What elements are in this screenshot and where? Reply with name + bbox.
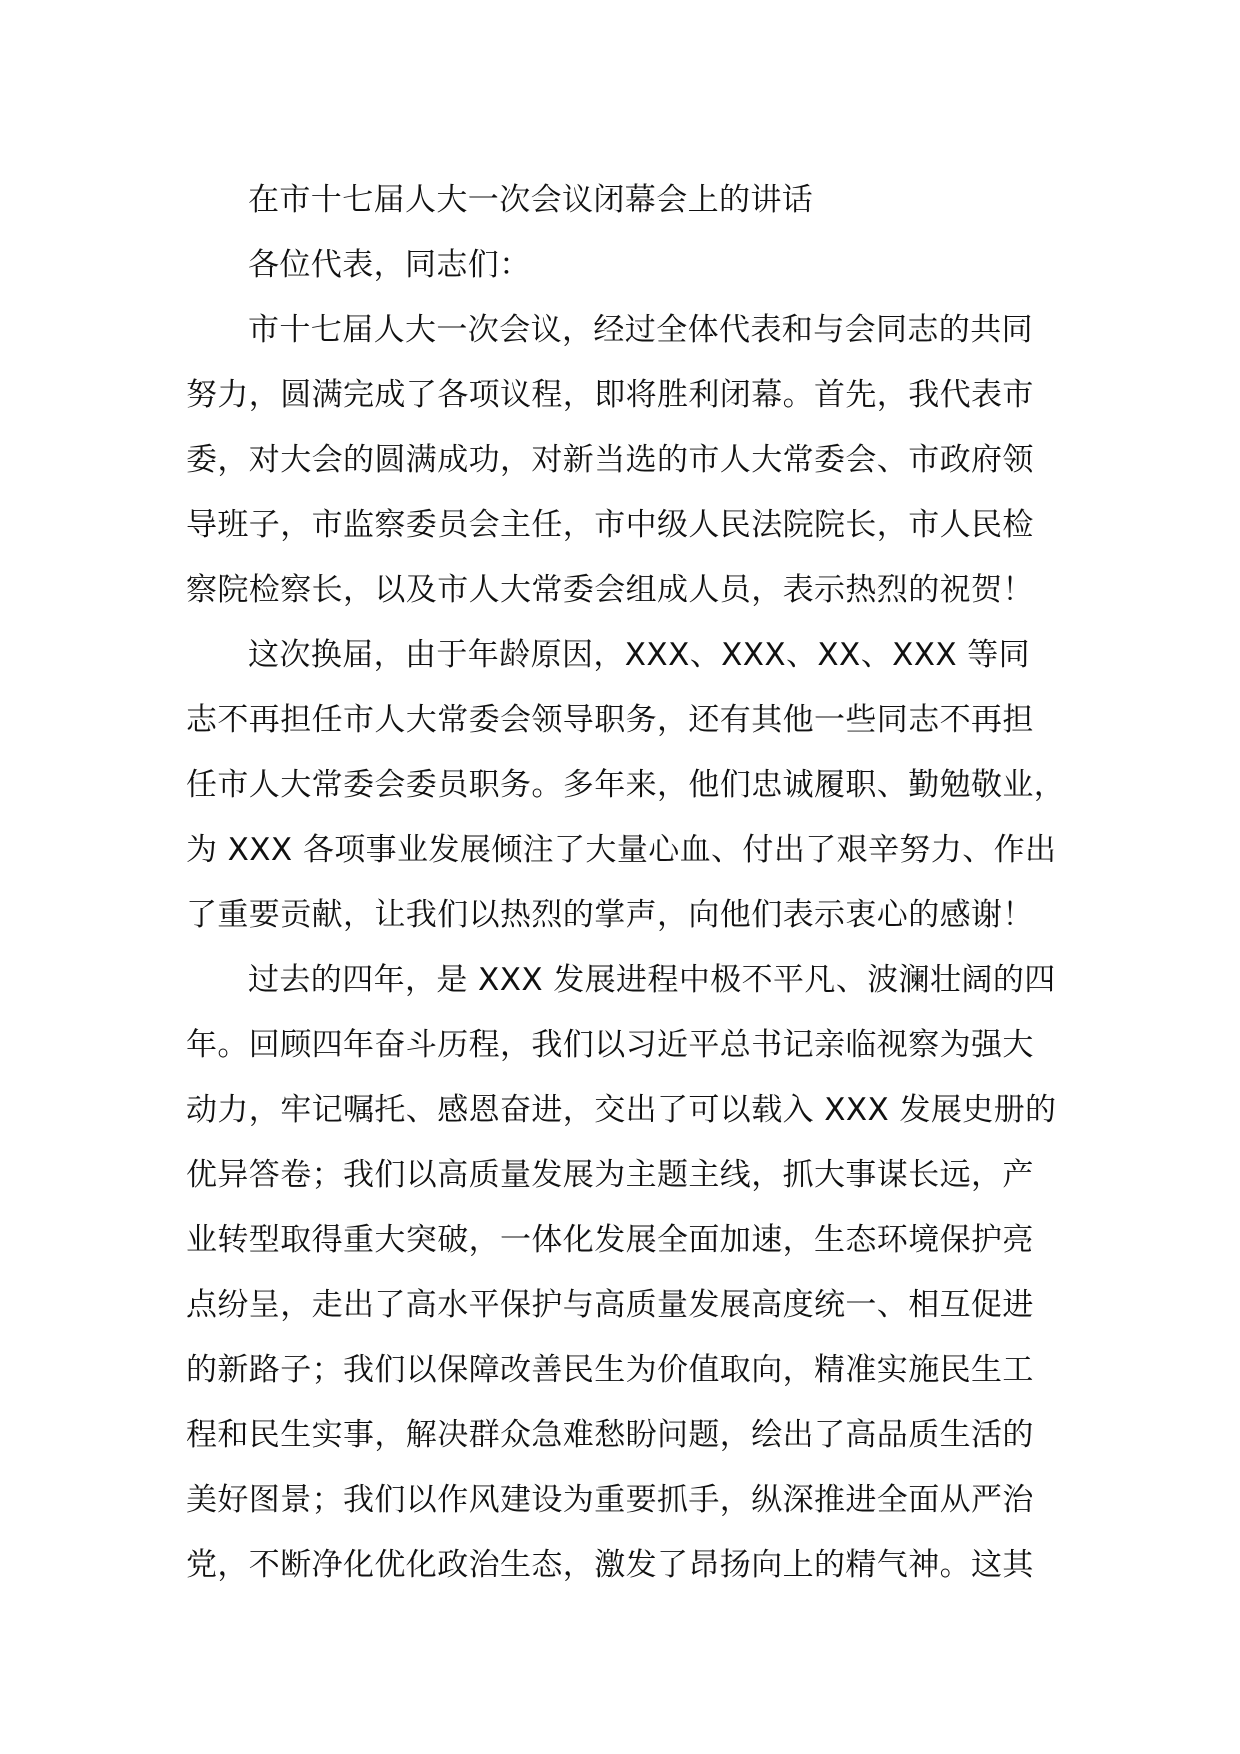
paragraph-line: 优异答卷；我们以高质量发展为主题主线，抓大事谋长远，产 [186, 1157, 1034, 1193]
paragraph-line: 美好图景；我们以作风建设为重要抓手，纵深推进全面从严治 [186, 1482, 1034, 1518]
paragraph-2 [186, 623, 1066, 948]
paragraph-3 [186, 948, 1062, 1598]
paragraph-line: 动力，牢记嘱托、感恩奋进，交出了可以载入 XXX 发展史册的 [186, 1092, 1057, 1128]
paragraph-line: 这次换届，由于年龄原因，XXX、XXX、XX、XXX 等同 [248, 637, 1031, 673]
paragraph-line: 为 XXX 各项事业发展倾注了大量心血、付出了艰辛努力、作出 [186, 832, 1057, 868]
paragraph-line: 委，对大会的圆满成功，对新当选的市人大常委会、市政府领 [186, 442, 1034, 478]
document-title: 在市十七届人大一次会议闭幕会上的讲话 [248, 182, 814, 218]
paragraph-line: 了重要贡献，让我们以热烈的掌声，向他们表示衷心的感谢！ [186, 897, 1034, 933]
paragraph-line: 导班子，市监察委员会主任，市中级人民法院院长，市人民检 [186, 507, 1034, 543]
salutation: 各位代表，同志们： [248, 247, 531, 283]
paragraph-line: 察院检察长，以及市人大常委会组成人员，表示热烈的祝贺！ [186, 572, 1034, 608]
paragraph-line: 业转型取得重大突破，一体化发展全面加速，生态环境保护亮 [186, 1222, 1034, 1258]
paragraph-line: 点纷呈，走出了高水平保护与高质量发展高度统一、相互促进 [186, 1287, 1034, 1323]
paragraph-line: 志不再担任市人大常委会领导职务，还有其他一些同志不再担 [186, 702, 1034, 738]
paragraph-line: 程和民生实事，解决群众急难愁盼问题，绘出了高品质生活的 [186, 1417, 1034, 1453]
paragraph-1 [186, 298, 1062, 623]
paragraph-line: 市十七届人大一次会议，经过全体代表和与会同志的共同 [248, 312, 1033, 348]
paragraph-line: 党，不断净化优化政治生态，激发了昂扬向上的精气神。这其 [186, 1547, 1034, 1583]
paragraph-line: 的新路子；我们以保障改善民生为价值取向，精准实施民生工 [186, 1352, 1034, 1388]
paragraph-line: 年。回顾四年奋斗历程，我们以习近平总书记亲临视察为强大 [186, 1027, 1034, 1063]
document-body [186, 168, 1066, 1598]
paragraph-line: 努力，圆满完成了各项议程，即将胜利闭幕。首先，我代表市 [186, 377, 1034, 413]
paragraph-line: 过去的四年，是 XXX 发展进程中极不平凡、波澜壮阔的四 [248, 962, 1056, 998]
paragraph-line: 任市人大常委会委员职务。多年来，他们忠诚履职、勤勉敬业， [186, 767, 1066, 803]
